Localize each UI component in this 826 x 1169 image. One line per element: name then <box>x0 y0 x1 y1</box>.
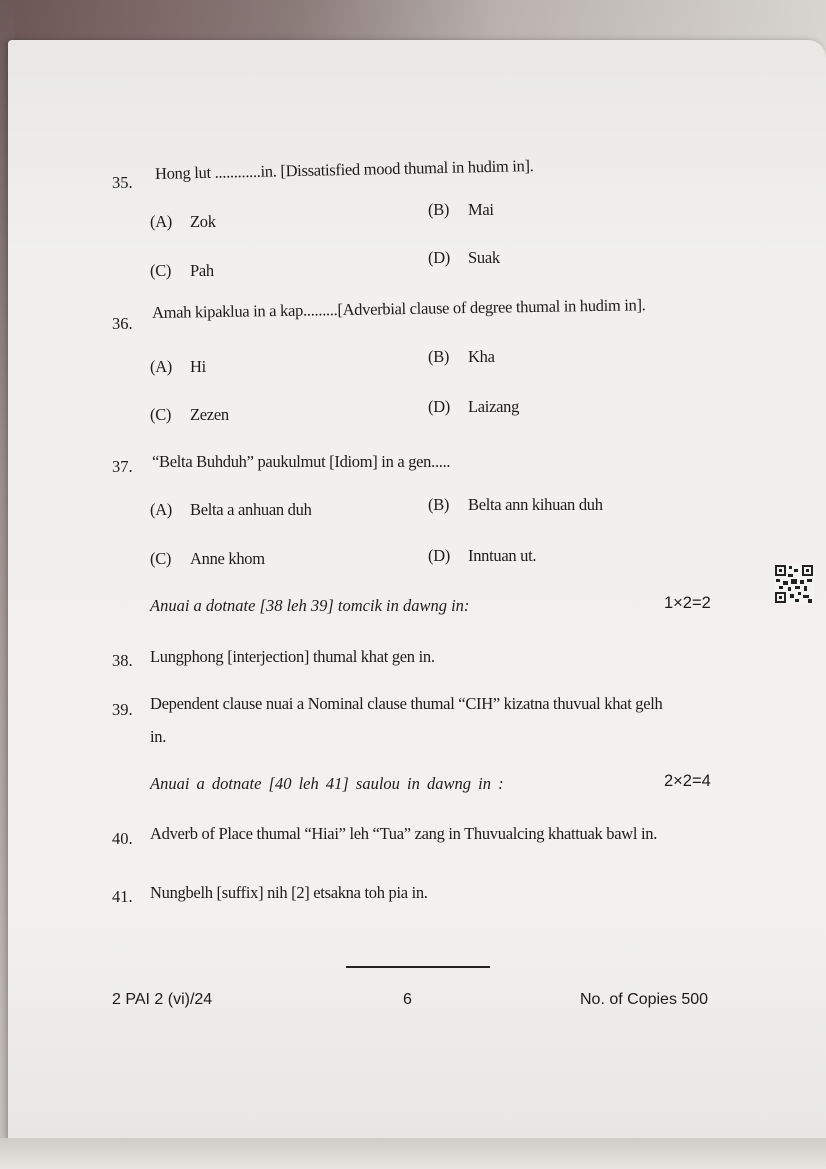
question-text: “Belta Buhduh” paukulmut [Idiom] in a gen..... <box>152 452 451 471</box>
option-text: Suak <box>468 248 500 267</box>
section-instruction: Anuai a dotnate [38 leh 39] tomcik in dawng in: <box>150 596 470 615</box>
paper-code: 2 PAI 2 (vi)/24 <box>112 991 213 1008</box>
option-text: Zezen <box>190 405 229 424</box>
option-37-d <box>428 546 536 566</box>
question-text-line1: Dependent clause nuai a Nominal clause thumal “CIH” kizatna thuvual khat gelh <box>150 694 663 713</box>
page-number: 6 <box>403 991 412 1008</box>
question-text: Nungbelh [suffix] nih [2] etsakna toh pia in. <box>150 883 428 902</box>
question-number: 37. <box>112 457 133 476</box>
question-number: 39. <box>112 700 133 719</box>
question-text: Amah kipaklua in a kap.........[Adverbial clause of degree thumal in hudim in]. <box>151 295 646 322</box>
qr-code-icon <box>774 564 814 604</box>
option-text: Anne khom <box>190 549 265 568</box>
exam-page <box>8 40 826 1140</box>
section-marks: 2×2=4 <box>664 772 711 790</box>
question-text: Adverb of Place thumal “Hiai” leh “Tua” zang in Thuvualcing khattuak bawl in. <box>150 824 658 843</box>
option-letter: (D) <box>428 397 451 416</box>
question-text: Lungphong [interjection] thumal khat gen in. <box>150 647 435 666</box>
option-letter: (A) <box>150 500 173 519</box>
question-number: 38. <box>112 651 133 670</box>
option-36-c <box>150 405 229 425</box>
option-36-a <box>150 357 206 377</box>
question-number: 40. <box>112 829 133 848</box>
option-37-c <box>150 549 265 569</box>
option-letter: (B) <box>428 347 450 366</box>
option-letter: (D) <box>428 248 451 267</box>
section-instruction: Anuai a dotnate [40 leh 41] saulou in dawng in : <box>150 774 504 793</box>
option-text: Belta ann kihuan duh <box>468 495 603 514</box>
question-number: 35. <box>112 173 133 192</box>
option-37-a <box>150 500 312 520</box>
option-letter: (C) <box>150 549 172 568</box>
option-text: Hi <box>190 357 206 376</box>
option-letter: (D) <box>428 546 451 565</box>
option-letter: (C) <box>150 261 172 280</box>
photo-background-bottom <box>0 1138 826 1169</box>
question-text: Hong lut ............in. [Dissatisfied mood thumal in hudim in]. <box>154 156 534 183</box>
option-36-d <box>428 397 519 417</box>
option-text: Mai <box>468 200 494 219</box>
end-rule <box>346 966 490 968</box>
option-text: Laizang <box>468 397 520 416</box>
copies-count: No. of Copies 500 <box>580 991 709 1008</box>
option-letter: (A) <box>150 357 173 376</box>
question-text-line2: in. <box>150 727 167 746</box>
option-letter: (B) <box>428 495 450 514</box>
section-marks: 1×2=2 <box>664 594 711 612</box>
option-text: Zok <box>190 212 216 231</box>
option-text: Kha <box>468 347 495 366</box>
option-text: Inntuan ut. <box>468 546 537 565</box>
option-letter: (C) <box>150 405 172 424</box>
option-letter: (B) <box>428 200 450 219</box>
option-35-d <box>428 248 500 268</box>
option-36-b <box>428 347 495 367</box>
option-35-c <box>150 261 214 281</box>
option-35-a <box>150 212 216 232</box>
option-37-b <box>428 495 603 515</box>
question-number: 36. <box>112 314 133 333</box>
option-text: Belta a anhuan duh <box>190 500 312 519</box>
option-letter: (A) <box>150 212 173 231</box>
question-number: 41. <box>112 887 133 906</box>
option-35-b <box>428 200 494 220</box>
option-text: Pah <box>190 261 214 280</box>
